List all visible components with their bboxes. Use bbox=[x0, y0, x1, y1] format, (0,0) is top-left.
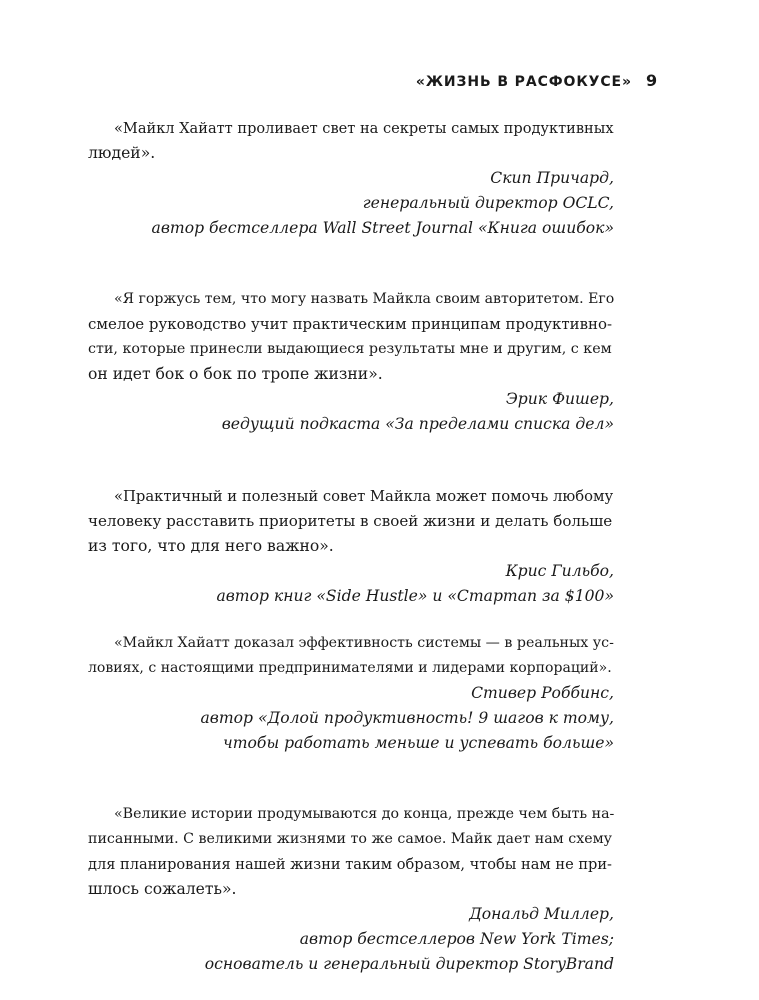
quote-line: «Я горжусь тем, что могу назвать Майкла своим авторитетом. Его bbox=[114, 291, 615, 307]
attribution-author: Стивер Роббинс, bbox=[471, 684, 614, 702]
attribution-role: автор «Долой продуктивность! 9 шагов к тому, bbox=[200, 709, 614, 727]
blurb-eric-fisher bbox=[88, 287, 614, 437]
blurb-stever-robbins bbox=[88, 631, 614, 756]
blurb-attribution bbox=[88, 559, 614, 609]
attribution-author: Дональд Миллер, bbox=[469, 905, 614, 923]
blurb-quote bbox=[88, 116, 614, 166]
blurb-attribution bbox=[88, 166, 614, 241]
attribution-role: генеральный директор OCLC, bbox=[362, 194, 614, 212]
quote-line: ловиях, с настоящими предпринимателями и лидерами корпораций». bbox=[88, 660, 612, 676]
quote-line: шлось сожалеть». bbox=[88, 880, 237, 898]
attribution-author: Крис Гильбо, bbox=[505, 562, 614, 580]
blurb-quote bbox=[88, 484, 614, 559]
blurb-quote bbox=[88, 802, 614, 902]
attribution-role: чтобы работать меньше и успевать больше» bbox=[223, 734, 614, 752]
blurbs-section bbox=[88, 116, 614, 977]
running-head bbox=[0, 71, 658, 92]
quote-line: смелое руководство учит практическим принципам продуктивно- bbox=[88, 315, 612, 333]
quote-line: «Великие истории продумываются до конца, прежде чем быть на- bbox=[114, 806, 615, 822]
quote-line: «Майкл Хайатт доказал эффективность системы — в реальных ус- bbox=[114, 635, 614, 651]
blurb-quote bbox=[88, 287, 614, 387]
quote-line: человеку расставить приоритеты в своей жизни и делать больше bbox=[88, 512, 613, 530]
attribution-author: Скип Причард, bbox=[490, 169, 614, 187]
quote-line: он идет бок о бок по тропе жизни». bbox=[88, 365, 383, 383]
attribution-role: автор бестселлеров New York Times; bbox=[299, 930, 614, 948]
quote-line: «Практичный и полезный совет Майкла может помочь любому bbox=[114, 488, 614, 505]
blurb-attribution bbox=[88, 902, 614, 977]
blurb-attribution bbox=[88, 681, 614, 756]
attribution-author: Эрик Фишер, bbox=[505, 390, 614, 408]
attribution-role: ведущий подкаста «За пределами списка дел» bbox=[221, 415, 614, 433]
blurb-attribution bbox=[88, 387, 614, 437]
attribution-role: основатель и генеральный директор StoryBrand bbox=[204, 955, 614, 973]
running-head-title: «ЖИЗНЬ В РАСФОКУСЕ» bbox=[415, 74, 632, 90]
quote-line: писанными. С великими жизнями то же самое. Майк дает нам схему bbox=[88, 831, 613, 847]
blurb-quote bbox=[88, 631, 614, 681]
blurb-chris-guillebeau bbox=[88, 484, 614, 609]
quote-line: «Майкл Хайатт проливает свет на секреты самых продуктивных bbox=[114, 120, 614, 137]
blurb-donald-miller bbox=[88, 802, 614, 977]
quote-line: людей». bbox=[88, 144, 156, 162]
page-number: 9 bbox=[645, 71, 658, 90]
attribution-role: автор бестселлера Wall Street Journal «Книга ошибок» bbox=[151, 219, 614, 237]
quote-line: сти, которые принесли выдающиеся результаты мне и другим, с кем bbox=[88, 341, 612, 357]
quote-line: для планирования нашей жизни таким образом, чтобы нам не при- bbox=[88, 856, 612, 873]
quote-line: из того, что для него важно». bbox=[88, 537, 334, 555]
blurb-skip-prichard bbox=[88, 116, 614, 241]
attribution-role: автор книг «Side Hustle» и «Стартап за $100» bbox=[216, 587, 614, 605]
